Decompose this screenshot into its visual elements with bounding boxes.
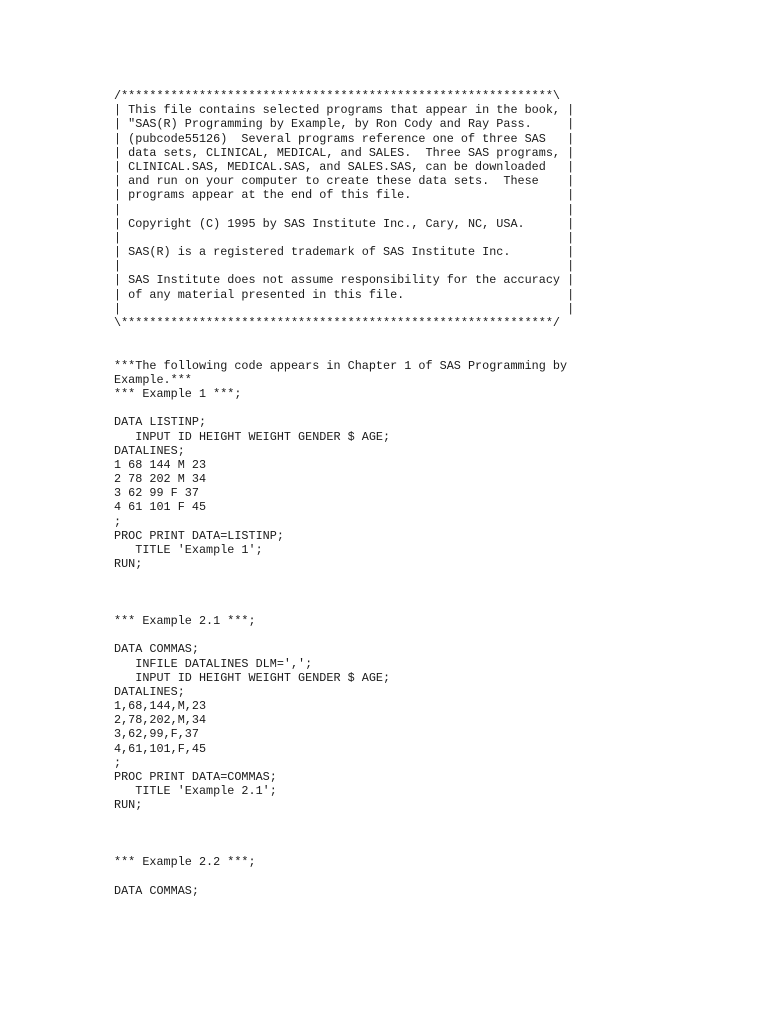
code-line: | | — [114, 230, 575, 245]
code-line: | SAS(R) is a registered trademark of SAS Institute Inc. | — [114, 245, 575, 260]
code-line: | "SAS(R) Programming by Example, by Ron Cody and Ray Pass. | — [114, 117, 575, 132]
code-line — [114, 586, 574, 600]
code-line: \*************************************************************/ — [114, 316, 560, 330]
code-line: ; — [114, 514, 122, 529]
code-line — [114, 600, 574, 614]
code-line — [114, 827, 574, 841]
code-line: 1 68 144 M 23 — [114, 457, 207, 472]
code-line: DATALINES; — [114, 443, 185, 458]
code-line: 3,62,99,F,37 — [114, 727, 199, 742]
code-line: *** Example 2.2 ***; — [114, 855, 256, 870]
code-line: /*************************************************************\ — [114, 89, 560, 103]
code-line: ***The following code appears in Chapter 1 of SAS Programming by — [114, 358, 568, 373]
code-line — [114, 344, 574, 358]
code-line: PROC PRINT DATA=COMMAS; — [114, 770, 277, 784]
code-line: INFILE DATALINES DLM=','; — [114, 656, 313, 671]
code-line: 2,78,202,M,34 — [114, 713, 207, 728]
code-listing — [114, 89, 574, 898]
code-line: | SAS Institute does not assume responsibility for the accuracy | — [114, 273, 575, 288]
code-line: 1,68,144,M,23 — [114, 699, 207, 714]
code-line: | | — [114, 259, 575, 274]
code-line: RUN; — [114, 557, 143, 572]
code-line: DATA COMMAS; — [114, 642, 199, 657]
code-line — [114, 813, 574, 827]
code-line: *** Example 2.1 ***; — [114, 613, 256, 628]
code-line: 2 78 202 M 34 — [114, 472, 207, 487]
code-line: TITLE 'Example 1'; — [114, 543, 263, 557]
code-line: 4,61,101,F,45 — [114, 741, 207, 756]
code-line — [114, 401, 574, 415]
code-line: *** Example 1 ***; — [114, 386, 242, 401]
code-line: INPUT ID HEIGHT WEIGHT GENDER $ AGE; — [114, 670, 391, 685]
code-line: | (pubcode55126) Several programs reference one of three SAS | — [114, 131, 575, 146]
code-line: | This file contains selected programs that appear in the book, | — [114, 103, 575, 118]
code-line: | | — [114, 202, 575, 217]
code-line: 3 62 99 F 37 — [114, 486, 199, 501]
code-line: 4 61 101 F 45 — [114, 500, 207, 515]
code-line: | programs appear at the end of this file. | — [114, 188, 575, 203]
code-line: RUN; — [114, 798, 143, 813]
code-line: PROC PRINT DATA=LISTINP; — [114, 528, 284, 543]
code-line: | and run on your computer to create these data sets. These | — [114, 174, 575, 189]
code-line — [114, 571, 574, 585]
code-line: | | — [114, 301, 575, 316]
code-line: DATA COMMAS; — [114, 883, 199, 898]
code-line: | CLINICAL.SAS, MEDICAL.SAS, and SALES.SAS, can be downloaded | — [114, 159, 575, 174]
code-line: | of any material presented in this file. | — [114, 287, 575, 302]
code-line — [114, 841, 574, 855]
code-line: DATALINES; — [114, 684, 185, 699]
code-line: Example.*** — [114, 372, 192, 387]
code-line: TITLE 'Example 2.1'; — [114, 784, 277, 799]
code-line: INPUT ID HEIGHT WEIGHT GENDER $ AGE; — [114, 429, 391, 444]
code-line: | data sets, CLINICAL, MEDICAL, and SALES. Three SAS programs, | — [114, 145, 575, 160]
code-line: ; — [114, 755, 122, 770]
code-line: | Copyright (C) 1995 by SAS Institute Inc., Cary, NC, USA. | — [114, 216, 575, 231]
code-line — [114, 330, 574, 344]
code-line — [114, 869, 574, 883]
code-line: DATA LISTINP; — [114, 415, 207, 430]
code-line — [114, 628, 574, 642]
